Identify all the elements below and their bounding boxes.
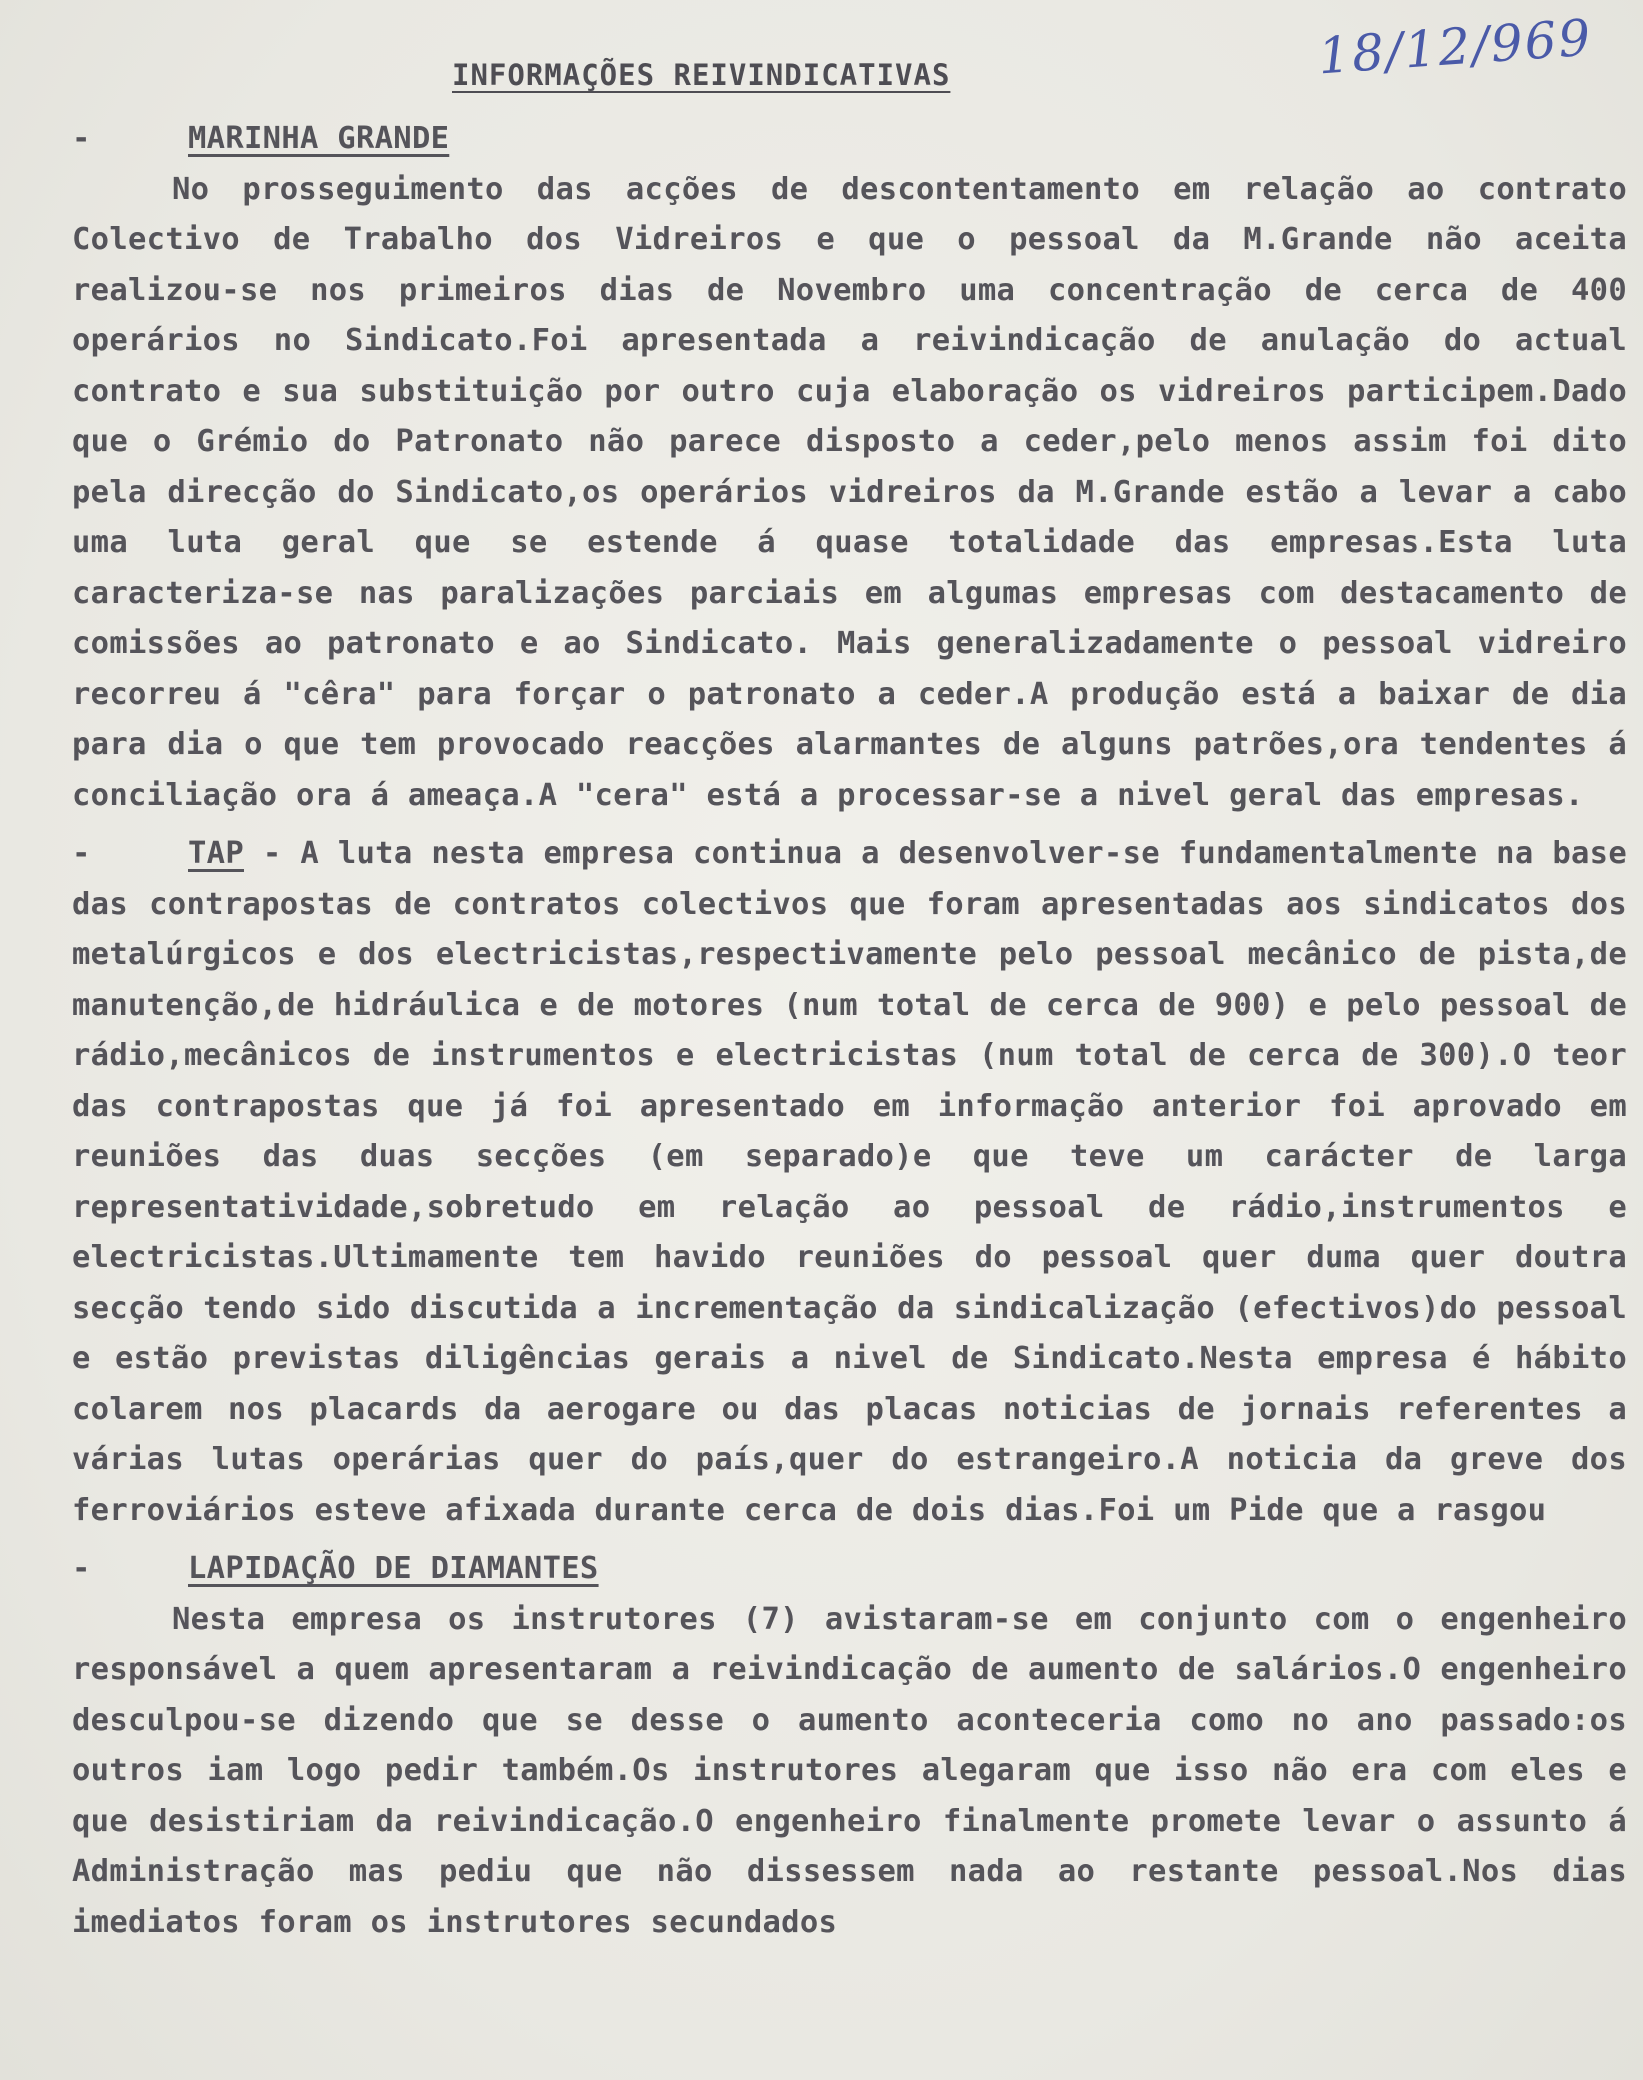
section-heading-line [72,1544,1627,1595]
section-marinha-grande [72,114,1627,821]
section-paragraph-with-heading [72,829,1627,1536]
section-heading: TAP [188,836,244,871]
handwritten-date: 18/12/969 [1316,8,1595,86]
bullet-dash: - [72,1551,91,1586]
section-paragraph: Nesta empresa os instrutores (7) avistaram-se em conjunto com o engenheiro responsável a quem apresentaram a reivindicação de aumento de salários.O engenheiro desculpou-se dizendo que se desse o aumento aconteceria como no ano passado:os outros iam logo pedir também.Os instrutores alegaram que isso não era com eles e que desistiriam da reivindicação.O engenheiro finalmente promete levar o assunto á Administração mas pediu que não dissessem nada ao restante pessoal.Nos dias imediatos foram os instrutores secundados [72,1601,1627,1940]
section-heading-line [72,114,1627,165]
document-body [72,114,1627,1948]
section-lapidacao-diamantes [72,1544,1627,1948]
section-paragraph: - A luta nesta empresa continua a desenvolver-se fundamentalmente na base das contrapostas de contratos colectivos que foram apresentadas aos sindicatos dos metalúrgicos e dos electricistas,respectivamente pelo pessoal mecânico de pista,de manutenção,de hidráulica e de motores (num total de cerca de 900) e pelo pessoal de rádio,mecânicos de instrumentos e electricistas (num total de cerca de 300).O teor das contrapostas que já foi apresentado em informação anterior foi aprovado em reuniões das duas secções (em separado)e que teve um carácter de larga representatividade,sobretudo em relação ao pessoal de rádio,instrumentos e electricistas.Ultimamente tem havido reuniões do pessoal quer duma quer doutra secção tendo sido discutida a incrementação da sindicalização (efectivos)do pessoal e estão previstas diligências gerais a nivel de Sindicato.Nesta empresa é hábito colarem nos placards da aerogare ou das placas noticias de jornais referentes a várias lutas operárias quer do país,quer do estrangeiro.A noticia da greve dos ferroviários esteve afixada durante cerca de dois dias.Foi um Pide que a rasgou [72,836,1627,1528]
bullet-dash: - [72,121,91,156]
section-heading: LAPIDAÇÃO DE DIAMANTES [188,1551,599,1586]
document-title: INFORMAÇÕES REIVINDICATIVAS [452,58,951,92]
section-tap [72,829,1627,1536]
bullet-dash: - [72,836,91,871]
section-paragraph: No prosseguimento das acções de descontentamento em relação ao contrato Colectivo de Trabalho dos Vidreiros e que o pessoal da M.Grande não aceita realizou-se nos primeiros dias de Novembro uma concentração de cerca de 400 operários no Sindicato.Foi apresentada a reivindicação de anulação do actual contrato e sua substituição por outro cuja elaboração os vidreiros participem.Dado que o Grémio do Patronato não parece disposto a ceder,pelo menos assim foi dito pela direcção do Sindicato,os operários vidreiros da M.Grande estão a levar a cabo uma luta geral que se estende á quase totalidade das empresas.Esta luta caracteriza-se nas paralizações parciais em algumas empresas com destacamento de comissões ao patronato e ao Sindicato. Mais generalizadamente o pessoal vidreiro recorreu á "cêra" para forçar o patronato a ceder.A produção está a baixar de dia para dia o que tem provocado reacções alarmantes de alguns patrões,ora tendentes á conciliação ora á ameaça.A "cera" está a processar-se a nivel geral das empresas. [72,171,1627,813]
section-heading: MARINHA GRANDE [188,121,450,156]
